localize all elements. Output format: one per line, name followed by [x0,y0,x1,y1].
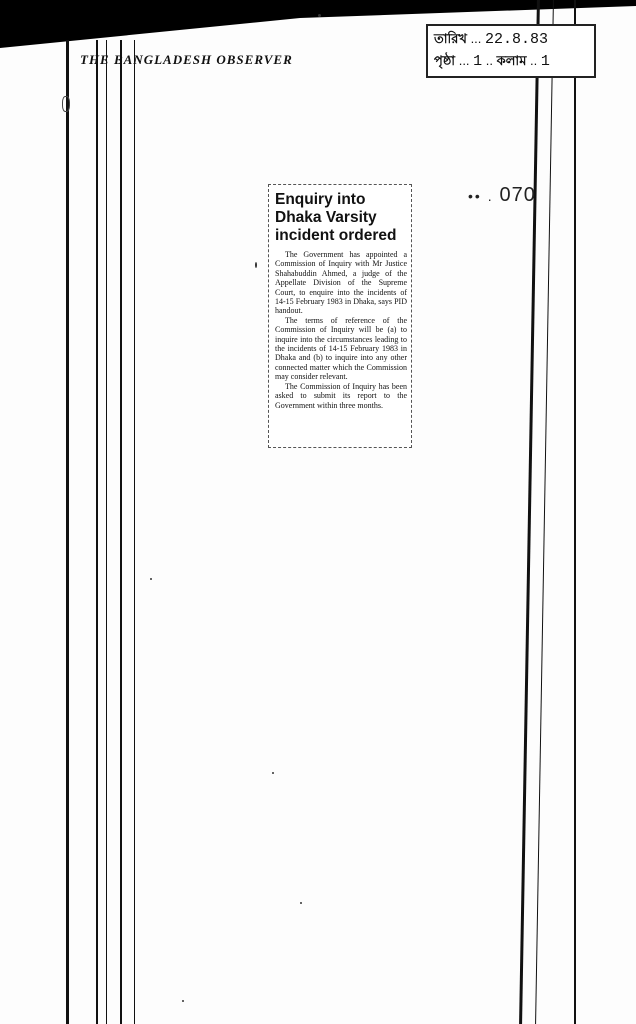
archive-stamp [426,24,596,78]
binding-line-4 [120,40,122,1024]
article-body [275,250,407,410]
page-number-value: 070 [499,184,536,206]
scan-speck [300,902,302,904]
newspaper-masthead: THE BANGLADESH OBSERVER [80,52,293,67]
page-number: •• . 070 [468,184,536,206]
scan-speck [150,578,152,580]
stamp-page-label: পৃষ্ঠা [434,53,456,68]
headline-line-1: Enquiry into [275,191,366,208]
stamp-date-label: তারিখ [434,31,467,46]
binding-line-3 [106,40,107,1024]
scan-speck [272,772,274,774]
article-paragraph-1: The Government has appointed a Commission of Inquiry with Mr Justice Shahabuddin Ahmed, a judge of the Appellate Division of the Supreme Court, to enquire into the incidents of 14-15 February 1983 in Dhaka, says PID handout. [275,250,407,316]
right-edge-line-2 [535,0,554,1024]
scan-speck [255,262,257,268]
stamp-page-row: পৃষ্ঠা ... 1 .. কলাম .. 1 [434,53,550,70]
stamp-column-value: 1 [540,53,550,70]
stamp-column-label: কলাম [496,53,527,68]
stamp-page-value: 1 [473,53,483,70]
scan-speck [62,96,70,112]
binding-line-5 [134,40,135,1024]
stamp-date-row: তারিখ ... 22.8.83 [434,31,549,48]
news-clipping [268,184,412,448]
article-paragraph-2: The terms of reference of the Commission of Inquiry will be (a) to inquire into the circumstances leading to the incidents of 14-15 February 1983 in Dhaka and (b) to inquire into any other connected matter which the Commission may consider relevant. [275,315,407,382]
binding-line-2 [96,40,98,1024]
article-headline [275,191,407,245]
right-edge-line-3 [574,0,576,1024]
scan-speck [318,14,321,17]
stamp-date-value: 22.8.83 [485,31,549,48]
headline-line-3: incident ordered [275,227,397,244]
headline-line-2: Dhaka Varsity [275,209,377,226]
scan-speck [182,1000,184,1002]
binding-line-1 [66,40,69,1024]
article-paragraph-3: The Commission of Inquiry has been asked to submit its report to the Government within three months. [275,381,407,410]
